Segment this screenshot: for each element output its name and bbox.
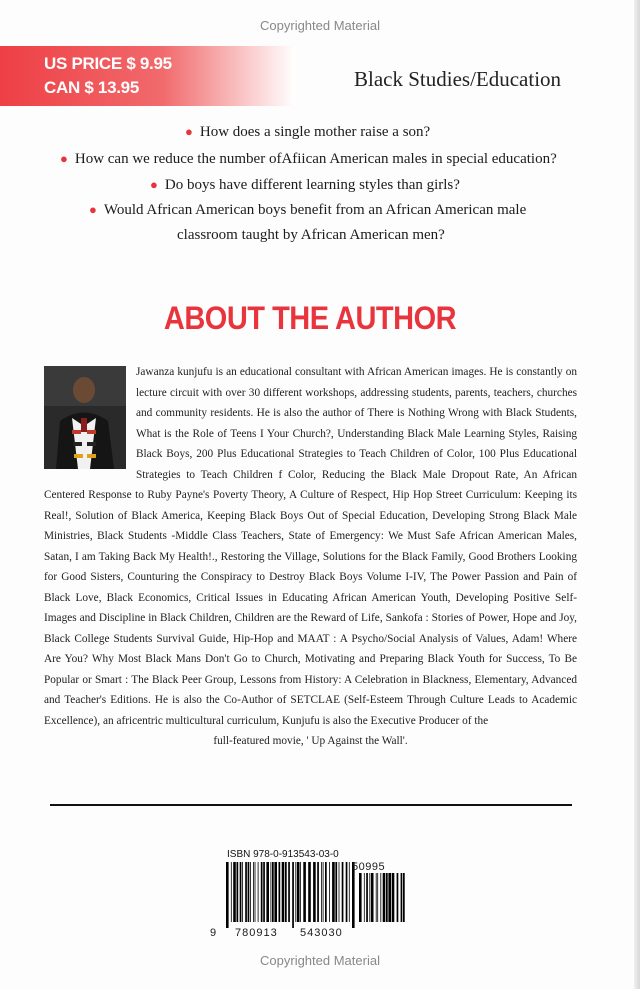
bullet-icon: ● bbox=[185, 124, 193, 139]
question-item-continued: classroom taught by African American men? bbox=[177, 227, 445, 243]
watermark-top: Copyrighted Material bbox=[260, 18, 380, 33]
bullet-icon: ● bbox=[60, 151, 68, 166]
divider bbox=[50, 804, 572, 806]
barcode-addon-bars-icon bbox=[359, 873, 405, 928]
author-bio-text: Jawanza kunjufu is an educational consultant with African American images. He is constantly on lecture circuit with over 30 different workshops, addressing students, parents, teachers, churches and community residents. He is also the author of There is Nothing Wrong with Black Students, What is the Role of Teens I Your Church?, Understanding Black Male Learning Styles, Raising Black Boys, 200 Plus Educational Strategies to Teach Children of Color, 100 Plus Educational Strategies to Teach Children f Color, Reducing the Black Male Dropout Rate, An African Centered Response to Ruby Payne's Poverty Theory, A Culture of Respect, Hip Hop Street Curriculum: Keeping its Real!, Solution of Black America, Keeping Black Boys Out of Special Education, Developing Strong Black Male Ministries, Black Students -Middle Class Teachers, State of Emergency: We Must Safe African American Males, Satan, I am Taking Back My Health!., Restoring the Village, Solutions for the Black Family, Good Brothers Looking for Good Sisters, Counturing the Conspiracy to Destroy Black Boys Volume I-IV, The Power Passion and Pain of Black Love, Black Economics, Critical Issues in Educating African American Youth, Developing Positive Self-Images and Discipline in Black Children, Children are the Reward of Life, Sankofa : Stories of Power, Hope and Joy, Black College Students Survival Guide, Hip-Hop and MAAT : A Psycho/Social Analysis of Values, Adam! Where Are You? Why Most Black Mans Don't Go to Church, Motivating and Preparing Black Youth for Success, To Be Popular or Smart : The Black Peer Group, Lessons from History: A Celebration in Blackness, Elementary, Advanced and Teacher's Editions. He is also the Co-Author of SETCLAE (Self-Esteem Through Culture Leads to Academic Excellence), an africentric multicultural curriculum, Kunjufu is also the Executive Producer of the bbox=[44, 366, 577, 727]
question-item: ● How does a single mother raise a son? bbox=[185, 124, 431, 140]
barcode-addon-digits: 50995 bbox=[352, 861, 386, 873]
watermark-bottom: Copyrighted Material bbox=[260, 953, 380, 968]
category-label: Black Studies/Education bbox=[354, 67, 562, 91]
price-band bbox=[0, 46, 295, 106]
bullet-icon: ● bbox=[150, 177, 158, 192]
cover-edge-shadow bbox=[634, 0, 640, 989]
barcode-digits-left: 780913 bbox=[235, 927, 278, 939]
isbn-label: ISBN 978-0-913543-03-0 bbox=[227, 849, 339, 860]
can-price: CAN $ 13.95 bbox=[44, 78, 139, 97]
about-author-heading: ABOUT THE AUTHOR bbox=[163, 301, 457, 337]
bullet-icon: ● bbox=[89, 202, 97, 217]
question-item: ● How can we reduce the number ofAfiican American males in special education? bbox=[60, 151, 557, 167]
barcode-bars-icon bbox=[226, 862, 356, 928]
author-bio-last-line: full-featured movie, ' Up Against the Wall'. bbox=[213, 735, 408, 747]
us-price: US PRICE $ 9.95 bbox=[44, 54, 172, 73]
barcode-digits-right: 543030 bbox=[300, 927, 343, 939]
question-item: ● Do boys have different learning styles than girls? bbox=[150, 177, 460, 193]
barcode-lead-digit: 9 bbox=[210, 927, 217, 939]
author-bio bbox=[44, 362, 577, 752]
question-item: ● Would African American boys benefit from an African American male bbox=[89, 202, 527, 218]
